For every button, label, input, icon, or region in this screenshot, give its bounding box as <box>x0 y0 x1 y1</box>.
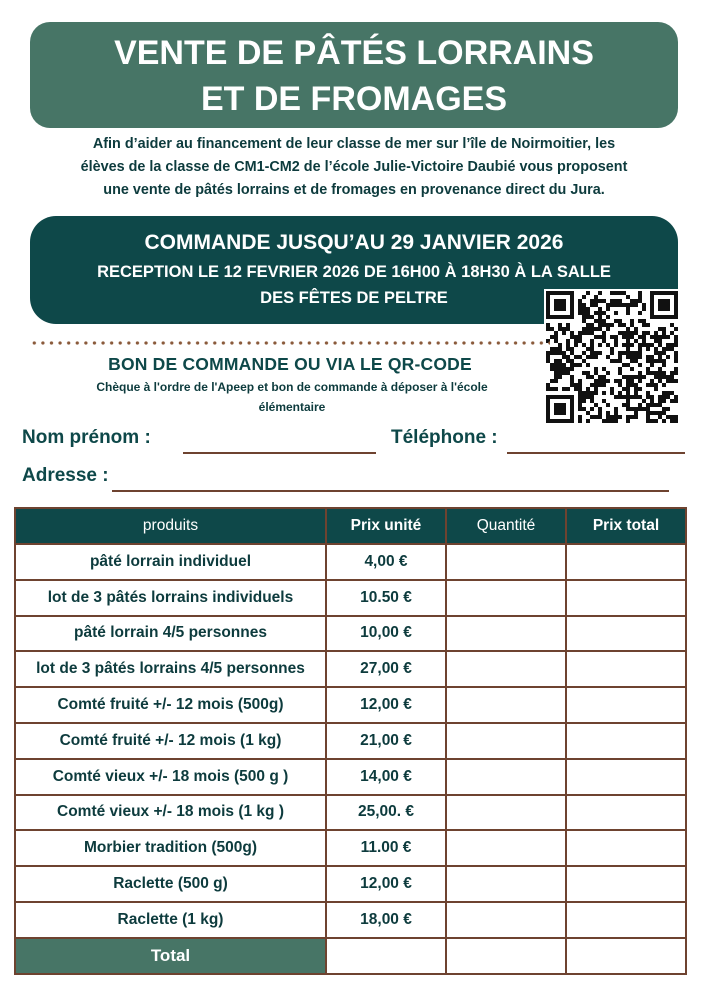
price-cell: 11.00 € <box>326 830 446 866</box>
product-cell: Comté vieux +/- 18 mois (1 kg ) <box>15 795 326 831</box>
title-line-1: VENTE DE PÂTÉS LORRAINS <box>114 34 594 72</box>
order-form-title: BON DE COMMANDE OU VIA LE QR-CODE <box>108 354 472 374</box>
reception-line-1: RECEPTION LE 12 FEVRIER 2026 DE 16H00 À 18H30 À LA SALLE <box>97 263 611 281</box>
quantity-cell[interactable] <box>446 580 566 616</box>
total-cell[interactable] <box>566 723 686 759</box>
total-row <box>15 938 686 974</box>
header-unit-price: Prix unité <box>326 508 446 544</box>
intro-line-1: Afin d’aider au financement de leur classe de mer sur l’île de Noirmoitier, les <box>92 136 616 152</box>
total-cell[interactable] <box>566 616 686 652</box>
address-label: Adresse : <box>22 465 109 486</box>
intro-line-3: une vente de pâtés lorrains et de fromages en provenance direct du Jura. <box>103 182 605 198</box>
order-form-subtitle-line-2: élémentaire <box>258 400 326 414</box>
product-cell: Morbier tradition (500g) <box>15 830 326 866</box>
table-row <box>15 616 686 652</box>
product-cell: Comté fruité +/- 12 mois (500g) <box>15 687 326 723</box>
price-cell: 25,00. € <box>326 795 446 831</box>
table-row <box>15 759 686 795</box>
price-cell: 12,00 € <box>326 687 446 723</box>
total-cell[interactable] <box>566 866 686 902</box>
total-quantity-cell[interactable] <box>446 938 566 974</box>
order-table <box>14 507 687 975</box>
quantity-cell[interactable] <box>446 723 566 759</box>
quantity-cell[interactable] <box>446 795 566 831</box>
product-cell: Comté vieux +/- 18 mois (500 g ) <box>15 759 326 795</box>
header-quantity: Quantité <box>446 508 566 544</box>
order-form-subtitle <box>42 377 542 417</box>
price-cell: 27,00 € <box>326 651 446 687</box>
quantity-cell[interactable] <box>446 866 566 902</box>
table-row <box>15 902 686 938</box>
table-row <box>15 723 686 759</box>
name-label: Nom prénom : <box>22 427 151 448</box>
product-cell: pâté lorrain 4/5 personnes <box>15 616 326 652</box>
price-cell: 21,00 € <box>326 723 446 759</box>
total-cell[interactable] <box>566 902 686 938</box>
dotted-divider <box>30 341 550 345</box>
table-row <box>15 580 686 616</box>
total-cell[interactable] <box>566 795 686 831</box>
product-cell: lot de 3 pâtés lorrains 4/5 personnes <box>15 651 326 687</box>
quantity-cell[interactable] <box>446 651 566 687</box>
total-price-cell[interactable] <box>326 938 446 974</box>
quantity-cell[interactable] <box>446 687 566 723</box>
product-cell: Raclette (1 kg) <box>15 902 326 938</box>
table-row <box>15 795 686 831</box>
quantity-cell[interactable] <box>446 616 566 652</box>
total-cell[interactable] <box>566 651 686 687</box>
price-cell: 4,00 € <box>326 544 446 580</box>
phone-field[interactable] <box>507 452 685 454</box>
total-cell[interactable] <box>566 580 686 616</box>
header-total-price: Prix total <box>566 508 686 544</box>
phone-label: Téléphone : <box>391 427 498 448</box>
price-cell: 14,00 € <box>326 759 446 795</box>
grand-total-cell[interactable] <box>566 938 686 974</box>
product-cell: pâté lorrain individuel <box>15 544 326 580</box>
table-row <box>15 866 686 902</box>
quantity-cell[interactable] <box>446 544 566 580</box>
table-row <box>15 651 686 687</box>
quantity-cell[interactable] <box>446 830 566 866</box>
quantity-cell[interactable] <box>446 902 566 938</box>
header-products: produits <box>15 508 326 544</box>
product-cell: lot de 3 pâtés lorrains individuels <box>15 580 326 616</box>
name-field[interactable] <box>183 452 376 454</box>
table-row <box>15 687 686 723</box>
title-banner <box>30 22 678 128</box>
total-cell[interactable] <box>566 544 686 580</box>
price-cell: 10.50 € <box>326 580 446 616</box>
title-line-2: ET DE FROMAGES <box>200 80 508 118</box>
product-cell: Raclette (500 g) <box>15 866 326 902</box>
total-cell[interactable] <box>566 830 686 866</box>
intro-line-2: élèves de la classe de CM1-CM2 de l’école Julie-Victoire Daubié vous proposent <box>80 159 628 175</box>
address-field[interactable] <box>112 490 669 492</box>
price-cell: 10,00 € <box>326 616 446 652</box>
reception-line-2: DES FÊTES DE PELTRE <box>260 289 448 307</box>
total-label: Total <box>15 938 326 974</box>
price-cell: 18,00 € <box>326 902 446 938</box>
intro-text <box>30 133 678 202</box>
table-row <box>15 830 686 866</box>
order-form-subtitle-line-1: Chèque à l'ordre de l'Apeep et bon de commande à déposer à l'école <box>96 380 488 394</box>
price-cell: 12,00 € <box>326 866 446 902</box>
qr-code-icon[interactable] <box>544 289 680 425</box>
table-header-row <box>15 508 686 544</box>
order-deadline: COMMANDE JUSQU’AU 29 JANVIER 2026 <box>144 231 564 254</box>
product-cell: Comté fruité +/- 12 mois (1 kg) <box>15 723 326 759</box>
total-cell[interactable] <box>566 687 686 723</box>
total-cell[interactable] <box>566 759 686 795</box>
quantity-cell[interactable] <box>446 759 566 795</box>
table-row <box>15 544 686 580</box>
